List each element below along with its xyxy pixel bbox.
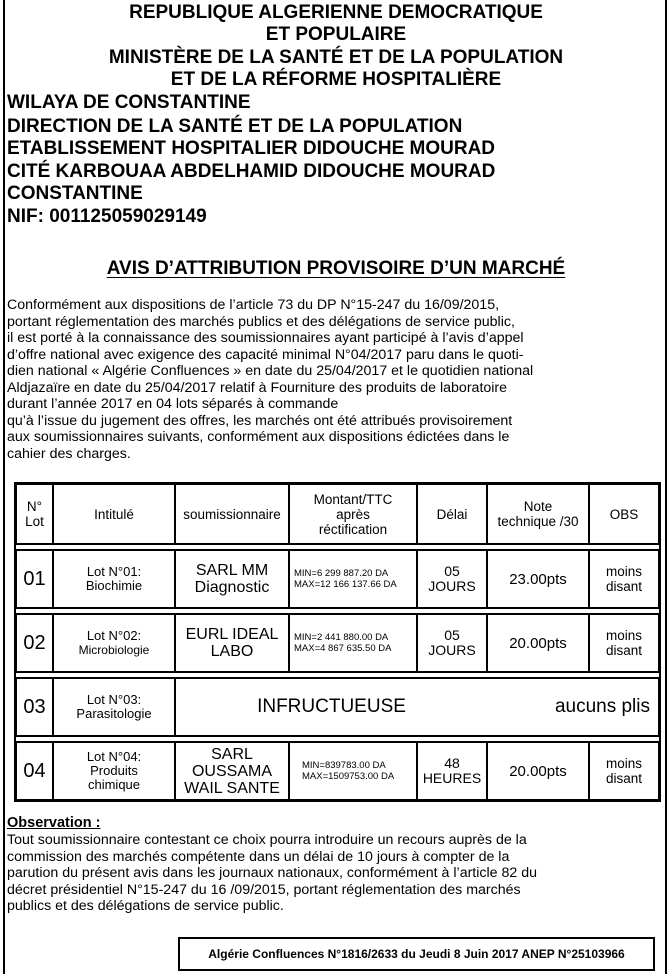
lot-number: 01 [16,550,53,608]
header-etablissement: ETABLISSEMENT HOSPITALIER DIDOUCHE MOURAD [7,138,496,159]
lot-montant: MIN=839783.00 DA MAX=1509753.00 DA [289,742,417,800]
observation-line: Tout soumissionnaire contestant ce choix pourra introduire un recours auprès de la [7,832,527,848]
lot-aucun-plis: aucuns plis [487,678,659,736]
intro-line: dien national « Algérie Confluences » en date du 25/04/2017 et le quotidien national [7,363,534,379]
header-intitule: Intitulé [53,484,175,544]
header-montant: Montant/TTC après réctification [289,484,417,544]
lot-obs: moins disant [589,614,659,672]
lot-note: 20.00pts [487,614,589,672]
lot-obs: moins disant [589,742,659,800]
lot-soumissionnaire: SARL MM Diagnostic [175,550,289,608]
lot-number: 03 [16,678,53,736]
header-obs: OBS [589,484,659,544]
header-lot: N° Lot [16,484,53,544]
header-direction: DIRECTION DE LA SANTÉ ET DE LA POPULATION [7,116,463,137]
header-cite: CITÉ KARBOUAA ABDELHAMID DIDOUCHE MOURAD [7,161,496,182]
lot-infructueuse: INFRUCTUEUSE [175,678,487,736]
attribution-table [14,482,661,802]
observation-line: commission des marchés compétente dans un délai de 10 jours à compter de la [7,848,510,865]
observation-text [7,832,657,915]
table-row [16,742,659,800]
observation-line: parution du présent avis dans les journaux nationaux, conformément à l’article 82 du [7,865,537,881]
header-note: Note technique /30 [487,484,589,544]
lot-number: 02 [16,614,53,672]
observation-line: publics et des délégations de service public. [7,898,284,914]
intro-line: il est porté à la connaissance des soumissionnaires ayant participé à l’avis d’appel [7,330,524,346]
lot-intitule: Lot N°02: Microbiologie [53,614,175,672]
table-row [16,678,659,736]
lot-soumissionnaire: SARL OUSSAMA WAIL SANTE [175,742,289,800]
header-reforme: ET DE LA RÉFORME HOSPITALIÈRE [170,69,502,90]
header-republic: REPUBLIQUE ALGERIENNE DEMOCRATIQUE [129,2,543,23]
publication-footer: Algérie Confluences N°1816/2633 du Jeudi 8 Juin 2017 ANEP N°25103966 [178,937,655,971]
header-ministere: MINISTÈRE DE LA SANTÉ ET DE LA POPULATION [108,47,564,68]
lot-number: 04 [16,742,53,800]
lot-soumissionnaire: EURL IDEAL LABO [175,614,289,672]
intro-line: aux soumissionnaires suivants, conformément aux dispositions édictées dans le [7,429,510,445]
intro-line: Aldjazaïre en date du 25/04/2017 relatif à Fourniture des produits de laboratoire [7,379,508,396]
intro-paragraph [7,297,657,462]
lot-montant: MIN=6 299 887.20 DA MAX=12 166 137.66 DA [289,550,417,608]
intro-line: qu’à l’issue du jugement des offres, les marchés ont été attribués provisoirement [7,412,513,429]
observation-title: Observation : [7,815,101,831]
header-nif: NIF: 001125059029149 [7,206,207,227]
lot-montant: MIN=2 441 880.00 DA MAX=4 867 635.50 DA [289,614,417,672]
observation-line: décret présidentiel N°15-247 du 16 /09/2015, portant réglementation des marchés [7,881,521,898]
lot-delai: 48 HEURES [417,742,487,800]
intro-line: portant réglementation des marchés publics et des délégations de service public, [7,313,515,330]
table-row [16,550,659,608]
lot-delai: 05 JOURS [417,614,487,672]
header-soumissionnaire: soumissionnaire [175,484,289,544]
header-constantine: CONSTANTINE [7,183,143,204]
lot-delai: 05 JOURS [417,550,487,608]
intro-line: durant l’année 2017 en 04 lots séparés à commande [7,396,339,412]
lot-obs: moins disant [589,550,659,608]
intro-line: Conformément aux dispositions de l’article 73 du DP N°15-247 du 16/09/2015, [7,297,500,313]
table-row [16,614,659,672]
header-delai: Délai [417,484,487,544]
lot-note: 23.00pts [487,550,589,608]
table-header-row [16,484,659,544]
page-title: AVIS D’ATTRIBUTION PROVISOIRE D’UN MARCHÉ [106,258,566,279]
lot-intitule: Lot N°01: Biochimie [53,550,175,608]
lot-note: 20.00pts [487,742,589,800]
header-populaire: ET POPULAIRE [265,24,407,45]
intro-line: d’offre national avec exigence des capacité minimal N°04/2017 paru dans le quoti- [7,346,524,363]
intro-line: cahier des charges. [7,445,131,462]
header-wilaya: WILAYA DE CONSTANTINE [7,92,251,113]
lot-intitule: Lot N°03: Parasitologie [53,678,175,736]
lot-intitule: Lot N°04: Produits chimique [53,742,175,800]
